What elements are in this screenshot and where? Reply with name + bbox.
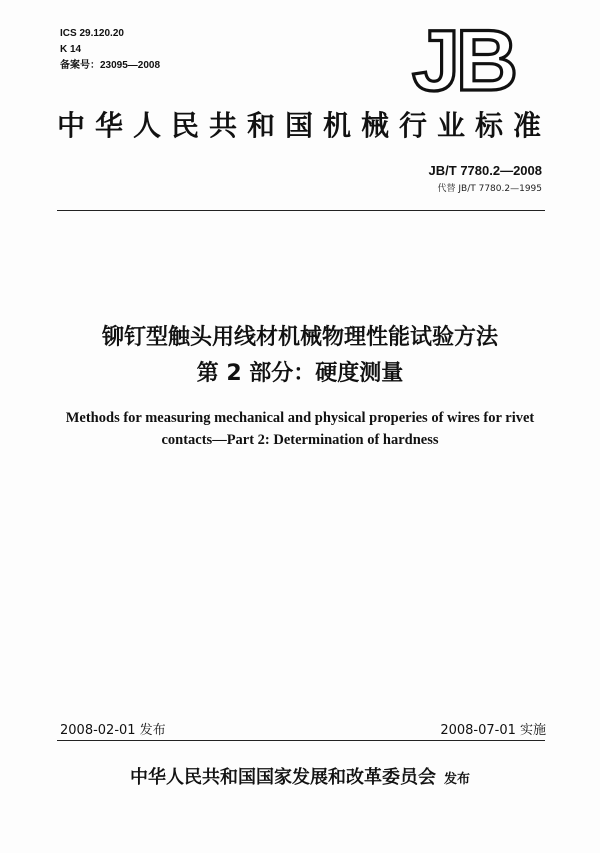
replaced-standard: 代替 JB/T 7780.2—1995 bbox=[437, 184, 542, 194]
chinese-title-line-2: 第 2 部分：硬度测量 bbox=[196, 361, 404, 386]
publish-date: 2008-02-01 发布 bbox=[60, 723, 166, 738]
chinese-title-line-1: 铆钉型触头用线材机械物理性能试验方法 bbox=[101, 325, 498, 350]
classification-code: K 14 bbox=[60, 44, 82, 55]
industry-standard-title: 中华人民共和国机械行业标准 bbox=[56, 109, 551, 142]
jb-logo bbox=[409, 20, 517, 96]
header-metadata bbox=[60, 26, 160, 74]
logo-lettering: JB bbox=[412, 20, 514, 96]
top-divider bbox=[57, 210, 545, 211]
issuer-name: 中华人民共和国国家发展和改革委员会 bbox=[129, 767, 436, 788]
standard-number: JB/T 7780.2—2008 bbox=[428, 163, 542, 178]
issuer-suffix: 发布 bbox=[443, 772, 470, 787]
english-title-line-1: Methods for measuring mechanical and physical properies of wires for rivet bbox=[65, 410, 535, 426]
filing-number: 备案号：23095—2008 bbox=[60, 60, 161, 71]
english-title-line-2: contacts—Part 2: Determination of hardness bbox=[161, 432, 439, 448]
issuing-authority bbox=[0, 763, 600, 789]
ics-code: ICS 29.120.20 bbox=[60, 28, 124, 39]
implementation-date: 2008-07-01 实施 bbox=[440, 723, 546, 738]
bottom-divider bbox=[57, 740, 545, 741]
